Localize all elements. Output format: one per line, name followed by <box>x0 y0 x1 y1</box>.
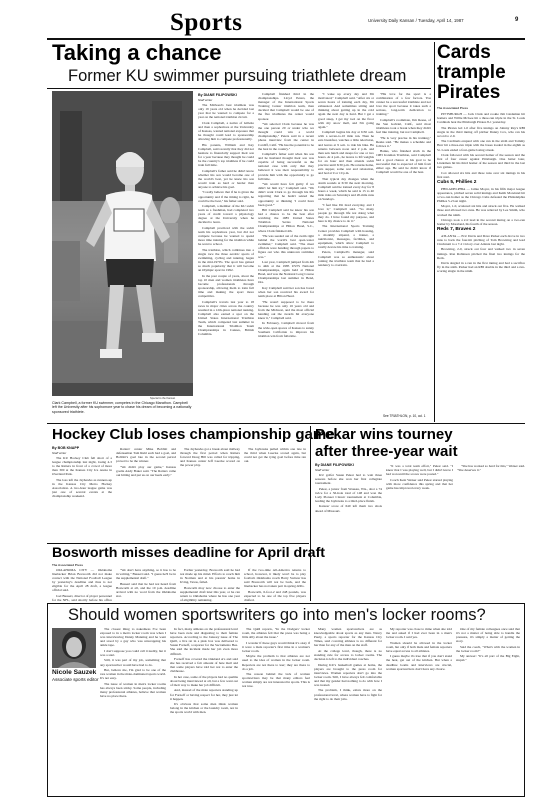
body-paragraph: The Pirates led 1-0 after five innings on Johnny Ray's RBI single in the third inning off pitcher Danny Cox, who ran his record to 2-0. <box>437 125 525 138</box>
body-paragraph: "We don't have anything, so it has to be in writing," Bussert said. "I guess he'll be in the supplemental draft." <box>116 568 176 581</box>
body-paragraph: The problem, I think, exists more on the professional level, where women have to fight for the right to do their jobs. <box>314 688 382 701</box>
body-paragraph: In February, Campbell moved from the wide-open spaces of Kansas to sunny Southern California to improve his triathlon win from full-time. <box>258 321 314 338</box>
body-paragraph: Said the coach, "What's with the women in the locker room?" <box>456 644 520 653</box>
pekar-headline-2: after three-year wait <box>315 443 458 460</box>
body-paragraph: Earlier yesterday, Bosworth said he had not made up his mind. Efforts to reach him in Norman and at his parents' home in Irving, Texas, failed. <box>180 568 240 585</box>
lead-byline: By DIANE FILIPOWSKI <box>198 93 237 97</box>
body-paragraph: In the past couple of years, about the top 10 men and women triathletes have become professionals through sponsorship, allowing them to train full time and making the sport more competitive. <box>198 273 254 299</box>
rail-body <box>437 112 525 422</box>
body-paragraph: The reason behind the lack of women sportswriters may be that many editors feel women simply are not interested in sports. This is not true. <box>242 672 310 689</box>
pekar-body-col2 <box>386 464 453 601</box>
body-paragraph: Browning, 2-0, struck out four and walked two in seven innings. Ron Robinson pitched the final two innings for the Reds. <box>437 247 525 260</box>
body-paragraph: Campbell finished third in the championships. Lloyd Peters, the manager of the International Sports Training Center triathlon team, then decided that Campbell would be one of the five triathletes the center would sponsor. <box>258 92 314 121</box>
body-paragraph: Chicago took a 2-0 lead in the second inning on a two-run homer by Moreland, his fourth of the season. <box>437 218 525 227</box>
lead-jump-line[interactable]: See TRIATHLON, p. 10, col. 1 <box>383 414 426 418</box>
body-paragraph: Bussert said that he had not heard from Bosworth at all, and the 10 p.m. deadline arrived with no word from the Oklahoma star. <box>116 581 176 598</box>
body-paragraph: The International Sports Training Center provides Campbell with housing, a monthly stipend, a trainer, a nutritionist, massages, facilities, and equipment, which allow Campbell to totally devote his time to training. <box>318 224 374 249</box>
hockey-byline-role: Staff writer <box>52 451 67 455</box>
column-headline: Should women sportswriters go into men's locker rooms? <box>68 606 486 624</box>
body-paragraph: OKLAHOMA CITY — Oklahoma linebacker Brian Bosworth did not make contact with the National Football League by yesterday's deadline and thus is not eligible for the April 28 draft, a league official said. <box>52 568 112 593</box>
body-paragraph: The triathlon, which combines into a single race the three aerobic sports of swimming, cycling and running, began in the mid-1970's. The sport has gained so much popularity that it will become an Olympic sport in 1992. <box>198 247 254 273</box>
pekar-body-col1 <box>315 473 382 601</box>
body-paragraph: The issue of women in men's locker rooms has always been sticky. Some people, including many professional athletes, believe that women have no place there. <box>100 681 166 698</box>
columnist-role: Associate sports editor <box>52 677 99 682</box>
body-paragraph: Still, it was part of my job, something that any sportswriter would have had to do. <box>100 658 166 667</box>
body-paragraph: Campbell's father said he didn't know whether his son would become one of the world's best, yet he knew his son would train as hard or harder than anyone to achieve his goal. <box>198 168 254 189</box>
rail-subhead-reds: Reds 7, Braves 2 <box>437 227 476 233</box>
body-paragraph: Campbell's father said when his son and he husband thought their son was capable of being successful as the national case with only that they believed it was their responsibility to provide him with the opportunity to go full time. <box>258 152 314 181</box>
marathon-photo <box>52 91 193 396</box>
bosworth-source: The Associated Press <box>52 563 84 567</box>
body-paragraph: Bosworth may now choose to enter the supplemental draft later this year, or he can return to Oklahoma where he has one year of eligibility remaining. <box>180 585 240 602</box>
body-paragraph: Campbell practiced with the swim team his sophomore year, but did not compete because he wanted to spend more time training for the triathlon while he went to school. <box>198 225 254 247</box>
rail-headline-1: Cards <box>437 42 491 63</box>
column-body-col2 <box>170 627 238 791</box>
rail-headline-3: Pirates <box>437 82 501 103</box>
body-paragraph: My reporter was close to mine when she told me and asked if I had ever been in a men's locker room. I said yes. <box>386 627 452 640</box>
body-paragraph: But, believe me, I'm glad to be one of the rare women in the male-dominated sports world. It's not easy. <box>100 668 166 681</box>
body-paragraph: "It was a total team effort," Pekar said. "I knew that I was playing well, but I didn't know I had won until the scores were posted." <box>386 464 453 477</box>
body-paragraph: "He wasn't supposed to be there because he was only 16 years old and from the Midwest, and the most official handing out the awards hit everyone knew it," Campbell said. <box>258 299 314 320</box>
body-paragraph: Cox allowed six hits and three runs over six innings in his first start. <box>437 170 525 179</box>
body-paragraph: The KU Hockey Club fell short of a league championship last night, losing 4-3 to the Ratters in front of a crowd of more than 300 at the Kansas City Ice Arena in Overland Park. <box>52 456 112 477</box>
column-body-col3 <box>242 627 310 791</box>
body-paragraph: Clark Campbell, a native of Gillette and then a sophomore at the University of Kansas, wanted national exposure that he thought could lead to sponsorship allowing him to compete professionally. <box>198 120 254 142</box>
column-body-col1 <box>100 627 166 791</box>
pekar-byline: By DIANE FILIPOWSKI <box>315 463 354 467</box>
body-paragraph: Many women sportswriters are as knowledgeable about sports as any man. Nancy Pauly, a sports reporter for the Kansas City Times, said covering athletes is no different for her than for any of the men on the staff. <box>314 627 382 648</box>
body-paragraph: If the two-time All-America returns to school, however, it likely won't be to play football. Oklahoma coach Barry Switzer has said Bosworth will not be back, and the linebacker has not taken part in spring drills. <box>244 568 306 589</box>
rail-source: The Associated Press <box>437 106 469 110</box>
body-paragraph: "We would have felt guilty if we didn't let him try," Campbell said. "We didn't want Clark to go through his life regretting that he hadn't seized the opportunity or thinking 'I could have been good.'" <box>258 182 314 207</box>
lead-byline-role: Staff writer <box>198 98 213 102</box>
hockey-headline: Hockey Club loses championship game <box>52 426 335 443</box>
body-paragraph: Davis singled in a run in the first inning and had a sacrifice fly in the sixth. Parker had an RBI double in the third and a run-scoring single in the ninth. <box>437 261 525 274</box>
bosworth-body-col2 <box>116 568 176 602</box>
body-paragraph: The Jayhawks pulled within one late in the third when Luecke scored again, but could not get the tying goal before time ran out. <box>244 447 306 464</box>
body-paragraph: Bill Campbell said he knew his son had a chance to be the best after watching the 1985 United States Triathlon Series National Championships at Hilton Head, S.C., where Clark finished 4th. <box>258 208 314 233</box>
bosworth-body-col3 <box>180 568 240 602</box>
mid-rule <box>47 423 525 424</box>
bosworth-headline: Bosworth misses deadline for April draft <box>52 545 326 561</box>
body-paragraph: In her case, some of the players had no qualms about being interviewed at all, but a few went out of their way to make her job difficult. <box>170 674 238 687</box>
runner-illustration <box>52 91 193 396</box>
body-paragraph: Last year, Campbell jumped from 4th to 44th at the 1985 USTS National Championships, again held at Hilton Head, and was the National Long Course Championships last summer in Bend, Ore. <box>258 260 314 285</box>
body-paragraph: PHILADELPHIA — Jamie Moyer, in his fifth major league appearance, pitched seven solid innings and Keith Moreland hit a two-run homer as the Chicago Cubs defeated the Philadelphia Phillies 5-2 last night. <box>437 186 525 203</box>
lead-body-col3 <box>318 92 374 421</box>
body-paragraph: In fact, many athletes on the professional level have been rude and disgusting to their female reporters. According to the January issue of The Quill, a live rat in a pink box was delivered to Susan Fornoff, a reporter for the Sacramento Bee. She said the incident made her job even more difficult. <box>170 627 238 656</box>
columnist-name: Nicole Sauzek <box>52 669 97 676</box>
body-paragraph: Women should be allowed in the locker room, but only if both male and female reporters have equal access to all athletes. <box>386 640 452 653</box>
body-paragraph: "I feel like I'm tired everyday, and I love it," Campbell said. "So many people go through life not doing what they do. I have found my purpose, and here is my chance to do it." <box>318 202 374 223</box>
photo-caption: Clark Campbell, a former KU swimmer, competes in the Chicago Marathon. Campbell left the University after his sophomore year to chase his dream of becoming a nationally sponsored triathlete. <box>52 401 192 414</box>
body-paragraph: Bosworth, 6-foot-2 and 248 pounds, was expected to be one of the top five players drafted. <box>244 589 306 602</box>
body-paragraph: The Cardinals erupted with one run in the sixth and Tommy Herr hit a three-run triple with the bases loaded in the eighth as St. Louis ended a four-game losing streak. <box>437 139 525 152</box>
hockey-body-col4 <box>244 447 306 542</box>
bosworth-rule <box>47 543 309 544</box>
body-paragraph: I wonder if these guys would think it's okay if it were a male reporter's first time in a woman's locker room. <box>242 640 310 653</box>
body-paragraph: Kansas' score of 640 left them two shots ahead of Missouri. <box>315 504 382 513</box>
hockey-body-col3 <box>180 447 240 542</box>
body-paragraph: One of my female colleagues once said that it's not a matter of being able to handle the pressure, it's simply a matter of getting the story. <box>456 627 520 644</box>
body-paragraph: Moyer, 1-0, scattered six hits and struck out five. He walked three and allowed two runs. He was relieved by Lee Smith, who worked the ninth. <box>437 204 525 217</box>
columnist-mugshot <box>52 628 96 668</box>
body-paragraph: "We didn't play our game," Kansas goalie Andy Baker said. "The Ratters came out hitting and put us on our heels early." <box>116 464 176 477</box>
lead-deck: Former KU swimmer pursuing triathlete dream <box>68 67 407 85</box>
body-paragraph: Clark followed with his second homer of the season and the first of four career against Pittsburgh. One batter later, Lindeman hit his third homer of the season and third in the last two games. <box>437 153 525 170</box>
lead-rule <box>47 88 431 89</box>
column-body-col5 <box>386 627 452 791</box>
body-paragraph: Campbell's roommate, Jim Reese, of the San Gabriel, Calif., said most triathletes took a break when they didn't feel like training, but not Campbell. <box>376 117 431 135</box>
body-paragraph: At the college level, though, there is no standing rule for access to locker rooms. The decision is left to the individual coaches. <box>314 648 382 662</box>
body-paragraph: That typical day changes when the alarm sounds at 6:30 the next morning. Campbell said he trained every day for 8 hours a week, which he said is 15 to 40 mile rides on Saturdays and 20-mile runs on Sundays. <box>318 176 374 202</box>
body-paragraph: PITTSBURGH — Jack Clark and rookie Jim Lindeman hit homers and Willie McGee hit a three-run triple in the St. Louis Cardinals beat the Pittsburgh Pirates 8-1 yesterday. <box>437 112 525 125</box>
body-paragraph: His parents, William and Kay Campbell, said recently that they did not hesitate to financially support their son for a year because they thought he could be the country's top triathlete if he could train full time. <box>198 142 254 168</box>
body-paragraph: It's obvious that some men think women belong in the kitchen or the laundry room, not in the sports world with men. <box>170 702 238 715</box>
page-number: 9 <box>515 16 519 23</box>
pekar-headline-1: Pekar wins tourney <box>315 426 453 443</box>
body-paragraph: Campbell begins his day at 6:30 a.m. with a seven-to-10 mile run. Then he eats breakfast, watches a little television, and leaves at 9 a.m. to ride his bike. He returns between noon and 2 p.m. and then sets lunch and sleeps for one or two hours. At 4 p.m., he leaves to lift weights for an hour and then attends swim practice until 6:30 p.m. He returns home, eats supper, some rest and relaxation, and bed at 9 or 10 p.m. <box>318 130 374 176</box>
body-paragraph: Joel Bussert, director of player personnel for the NFL, said shortly before his office <box>52 593 112 602</box>
hockey-body-col1 <box>52 456 112 542</box>
body-paragraph: Peters, Campbell's manager, said Campbell was so enthusiastic about joining the triathlon team that he had a tendency to overtrain. <box>318 250 374 267</box>
body-paragraph: Campbell, a member of the KU swim team as a freshman, had completed two years of credit toward a physiology degree at the University when he decided to leave. <box>198 204 254 225</box>
body-paragraph: My answer: "It's all part of the Big Eight, stupid." <box>456 654 520 663</box>
rail-headline-2: trample <box>437 62 506 83</box>
body-paragraph: I don't suppose you could call it nudity, but it was a start. <box>100 648 166 657</box>
pekar-byline-role: Staff writer <box>315 468 330 472</box>
body-paragraph: I guess maybe it's true that if you don't stand the heat, get out of the kitchen. But when a deadline looms and interviews are crucial, women sportswriters don't have any choice. <box>386 654 452 671</box>
body-paragraph: "We selected Clark because he was the one person 20 or under who we thought could win a world championship," Peters said in a recent phone interview from the center in Cardiff, Calif. "He has the potential to be the best in the country." <box>258 122 314 151</box>
body-paragraph: "His love for the sport is a combination of a few factors. You cannot be a successful triathlete and not love the sport because it takes such a serious, long-term dedication to training." <box>376 92 431 117</box>
column-body-col4 <box>314 627 382 791</box>
photo-credit: Special to the Kansan <box>150 396 176 400</box>
bosworth-body-col1 <box>52 568 112 602</box>
lead-body-col2 <box>258 92 314 421</box>
body-paragraph: The loss left the Jayhawks as runners-up in the Kansas City Metro Hockey Association. A two-hour league game was just one of several events at the championship weekend. <box>52 477 112 499</box>
lead-body-col1 <box>198 103 254 421</box>
body-paragraph: Coach Kent Weiser said Pekar started playing with more confidence this spring and that her game has improved every week. <box>386 477 453 490</box>
rail-divider <box>434 42 435 422</box>
body-paragraph: KU golfer Susan Pekar had to wait three seasons before she won her first collegiate tournament. <box>315 473 382 486</box>
columnist-portrait <box>52 628 96 668</box>
body-paragraph: Ratters' center Mike Bobbitt and defenseman Tom Ruhl each had a goal, and Bobbitt's goal late in the second period proved to be the winner. <box>116 447 176 464</box>
folio-dateline: University Daily Kansan / Tuesday, April 14, 1987 <box>368 18 464 23</box>
body-paragraph: Banks, who finished sixth in the 1983 Ironman Triathlon, said Campbell had a good chance at his goal to be successful that is expected of him from either age. He said he didn't know if Campbell would be one of the best. <box>376 149 431 174</box>
column-body-col6 <box>456 627 520 791</box>
body-paragraph: "He was seeded out of the swim right behind the world's best open-water swimmer," Campbell said. "The meet officials were handing through papers to figure out who this unknown swimmer was." <box>258 234 314 259</box>
body-paragraph: The Jayhawks got a break about midway through the first period when Ratters forward Doug Hill was called for tripping, and Kansas center Jeff Luecke scored on the power play. <box>180 447 240 468</box>
body-paragraph: The Midwest's best triathlete was only 19 years old when he decided last year that he wanted to compete for a year on the national triathlon circuit. <box>198 103 254 120</box>
hockey-body-col2 <box>116 447 176 542</box>
body-paragraph: During KU's basketball games at home, the players are brought to the press room for interviews. Women reporters don't go into the locker room. Still, I have always felt comfortable and that my gender had nothing to do with how I was treated. <box>314 662 382 687</box>
body-paragraph: Campbell's travels last year to 18 races in major cities across the country resulted in a 12th-place national ranking. Campbell also earned a spot on the United States International Triathlon Team, which competed last summer in the International Triathlon Team Championships in Cannes, British Columbia. <box>198 299 254 337</box>
lead-body-col4 <box>376 92 431 414</box>
section-title: Sports <box>170 9 243 36</box>
body-paragraph: Maybe the problem is that athletes are not used to the idea of women in the locker room. Reporters are not there to leer; they are there to do a job. <box>242 654 310 671</box>
body-paragraph: Pekar, a junior from Wausau, Wis., shot a 74 twice for a 36-hole total of 148 and won the Lady Pioneer Classic tournament at Columbia, leading the Jayhawks to a third-place finish. <box>315 486 382 503</box>
body-paragraph: The closest thing to nakedness I've been exposed to in a men's locker room was when I was interviewing Danny Manning and he went and stood by a guy who was unwrapping his ankle tape. <box>100 627 166 648</box>
pekar-body-col3 <box>457 464 525 601</box>
body-paragraph: ATLANTA — Eric Davis and Dave Parker each drove in two runs to back the four-hit pitching of Tom Browning and lead Cincinnati to a 7-2 victory over Atlanta last night. <box>437 233 525 246</box>
body-paragraph: "I really believe that if he is given the opportunity and if the timing is right, he could be the best," his father said. <box>198 190 254 203</box>
body-paragraph: Fornoff has covered the Oakland A's and said she has received a fair amount of hate mail and that some players have told her not to enter the clubhouse. <box>170 657 238 674</box>
hockey-byline: By BOB KNAPP <box>52 446 80 450</box>
body-paragraph: Kay Campbell said her son has bored when her son received his award for tenth place at Hilton Head. <box>258 285 314 299</box>
rail-subhead-cubs: Cubs 5, Phillies 2 <box>437 179 477 185</box>
body-paragraph: "I wake up every day and I'm motivated," Campbell said. "After six or seven hours of training each day, I'm exhausted. And sometimes sitting and thinking about getting up in the cold again the next day is hard. But I get a good sleep, I get my tool on the floor with my snow mall, and I'm going again." <box>318 92 374 129</box>
bosworth-body-col4 <box>244 568 306 602</box>
pekar-divider <box>310 426 311 601</box>
body-paragraph: And, instead of the male reporters standing up for Fornoff or having respect for her, they just let it happen. <box>170 688 238 701</box>
lead-headline: Taking a chance <box>52 40 222 65</box>
body-paragraph: "He is very precise in his training," Reeks said. "He makes a schedule and follows it." <box>376 135 431 148</box>
body-paragraph: The Quill reports, "In the Dodgers' locker room, the athletes felt that the press was being a little silly about the issue." <box>242 627 310 640</box>
body-paragraph: "She has worked so hard for this," Weiser said. "She deserves it." <box>457 464 525 473</box>
